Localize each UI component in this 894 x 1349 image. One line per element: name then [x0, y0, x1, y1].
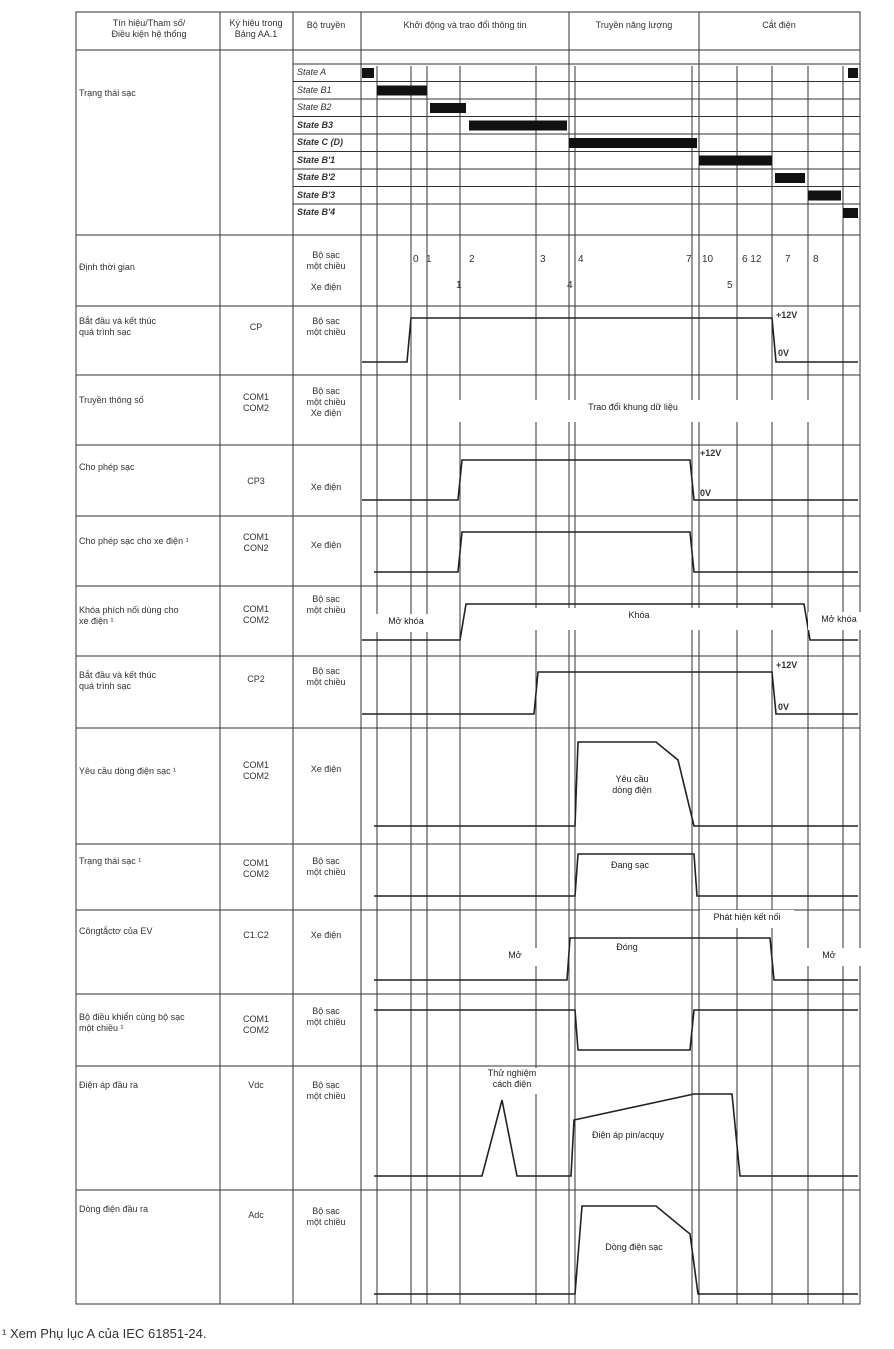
row-label-cp2: Bắt đầu và kết thúc quá trình sạc: [79, 670, 157, 691]
state-bar-6: [775, 173, 805, 183]
row-label-allow-ev: Cho phép sạc cho xe điện ¹: [79, 536, 189, 546]
state-bar-5: [699, 156, 772, 166]
symbol-cp2: CP2: [247, 674, 265, 684]
row-label-contactor: Côngtắctơ của EV: [79, 926, 153, 936]
row-label-cp: Bắt đầu và kết thúc quá trình sạc: [79, 316, 157, 337]
header-phase-cutoff: Cắt điện: [762, 20, 796, 30]
battery-voltage-label: Điện áp pin/acquy: [580, 1128, 676, 1146]
timing-mark-lower-5: 5: [727, 280, 733, 291]
header-phase-startup: Khởi động và trao đổi thông tin: [403, 20, 527, 30]
unlocked-label-start: Mở khóa: [372, 614, 440, 632]
sender-cp: Bộ sạc một chiều: [306, 316, 346, 337]
sender-contactor: Xe điện: [310, 930, 342, 940]
wave-cp3: [362, 460, 858, 500]
locked-label: Khóa: [486, 608, 792, 630]
header-phase-energy: Truyền năng lượng: [595, 20, 673, 30]
state-label-4: State C (D): [297, 137, 344, 147]
symbol-cp3: CP3: [247, 476, 265, 486]
footnote: ¹ Xem Phụ lục A của IEC 61851-24.: [2, 1326, 207, 1341]
row-label-charge-status: Trạng thái sạc ¹: [79, 856, 142, 866]
timing-mark-10: 10: [702, 254, 714, 265]
cp-low-level: 0V: [778, 348, 790, 358]
sender-allow: Xe điện: [310, 482, 342, 492]
header-sender-column: Bộ truyền: [306, 20, 346, 30]
wave-allow-ev: [374, 532, 858, 572]
table-grid: [76, 12, 860, 1304]
closed-label: Đóng: [580, 940, 674, 958]
symbol-allow-ev: COM1 CON2: [242, 532, 269, 553]
charge-current-label: Dòng điện sạc: [592, 1240, 676, 1258]
open-label-end: Mở: [794, 948, 864, 966]
state-label-7: State B'3: [297, 189, 336, 200]
unlocked-label-end: Mở khóa: [808, 612, 870, 630]
state-label-8: State B'4: [297, 207, 336, 217]
timing-mark-8: 8: [813, 254, 819, 265]
timing-mark-4: 4: [578, 254, 584, 265]
symbol-controller: COM1 COM2: [242, 1014, 269, 1035]
row-label-lock: Khóa phích nối dùng cho xe điện ¹: [79, 605, 179, 626]
state-label-1: State B1: [297, 84, 332, 95]
state-label-3: State B3: [297, 119, 334, 130]
row-label-output-voltage: Điện áp đầu ra: [79, 1080, 139, 1090]
symbol-vdc: Vdc: [248, 1080, 264, 1090]
cp3-low-level: 0V: [700, 488, 712, 498]
symbol-lock: COM1 COM2: [242, 604, 269, 625]
symbol-charge-status: COM1 COM2: [242, 858, 269, 879]
sender-timing-charger: Bộ sạc một chiều: [306, 250, 346, 271]
sender-current-request: Xe điện: [310, 764, 342, 774]
state-label-6: State B'2: [297, 172, 336, 182]
state-label-2: State B2: [297, 102, 332, 112]
header-symbol-column: Ký hiệu trong Bảng AA.1: [229, 18, 283, 39]
charging-label: Đang sạc: [586, 858, 674, 876]
wave-controller: [374, 1010, 858, 1050]
cp3-high-level: +12V: [700, 448, 722, 458]
table-outer-border: [76, 12, 860, 1304]
sender-lock: Bộ sạc một chiều: [306, 594, 346, 615]
symbol-current-request: COM1 COM2: [242, 760, 269, 781]
sender-allow-ev: Xe điện: [310, 540, 342, 550]
state-bars: [362, 68, 858, 218]
symbol-cp: CP: [249, 322, 263, 332]
sender-params: Bộ sạc một chiều Xe điện: [306, 386, 346, 418]
frame-exchange-label: Trao đổi khung dữ liệu: [442, 400, 824, 422]
state-bar-8: [843, 208, 858, 218]
sender-timing-ev: Xe điện: [310, 282, 342, 292]
state-bar-0: [362, 68, 374, 78]
state-bar-7: [808, 191, 841, 201]
timing-mark-7b: 7: [785, 254, 791, 265]
open-label-start: Mở: [478, 948, 552, 966]
state-bar-3: [469, 121, 567, 131]
insulation-test-label: Thử nghiệm cách điện: [474, 1068, 550, 1094]
sender-charge-status: Bộ sạc một chiều: [306, 856, 346, 877]
contact-detect-label: Phát hiện kết nối: [700, 910, 794, 928]
row-label-params: Truyền thông số: [79, 395, 144, 405]
timing-mark-0: 0: [413, 254, 419, 265]
state-bar-2: [430, 103, 466, 113]
timing-mark-6-12: 6 12: [742, 254, 762, 265]
timing-mark-2: 2: [469, 254, 475, 265]
row-label-allow: Cho phép sạc: [79, 462, 135, 472]
timing-mark-3: 3: [540, 254, 546, 265]
timing-mark-1: 1: [426, 254, 432, 265]
cp2-high-level: +12V: [776, 660, 798, 670]
timing-mark-lower-1: 1: [456, 280, 462, 291]
sender-cp2: Bộ sạc một chiều: [306, 666, 346, 687]
sender-controller: Bộ sạc một chiều: [306, 1006, 346, 1027]
symbol-adc: Adc: [248, 1210, 264, 1220]
cp2-low-level: 0V: [778, 702, 790, 712]
row-label-charge-state: Trạng thái sạc: [79, 88, 136, 98]
row-label-output-current: Dòng điện đầu ra: [79, 1204, 149, 1214]
state-bar-a-end: [848, 68, 858, 78]
row-label-controller: Bộ điều khiển cùng bộ sạc một chiều ¹: [79, 1012, 185, 1033]
sender-output-voltage: Bộ sạc một chiều: [306, 1080, 346, 1101]
sender-output-current: Bộ sạc một chiều: [306, 1206, 346, 1227]
timing-mark-lower-4: 4: [567, 280, 573, 291]
current-request-label: Yêu cầu dòng điện: [590, 774, 674, 800]
state-bar-4: [569, 138, 697, 148]
timing-mark-7: 7: [686, 254, 692, 265]
cp-high-level: +12V: [776, 310, 798, 320]
state-label-0: State A: [297, 67, 327, 77]
row-label-current-request: Yêu cầu dòng điện sạc ¹: [79, 766, 177, 776]
symbol-contactor: C1.C2: [243, 930, 269, 940]
state-bar-1: [377, 86, 427, 96]
signal-waveforms: [362, 318, 858, 1294]
header-signal-column: Tín hiệu/Tham số/ Điều kiện hệ thống: [111, 18, 187, 39]
symbol-params: COM1 COM2: [242, 392, 269, 413]
row-label-timing: Định thời gian: [79, 262, 135, 272]
state-label-5: State B'1: [297, 154, 336, 165]
